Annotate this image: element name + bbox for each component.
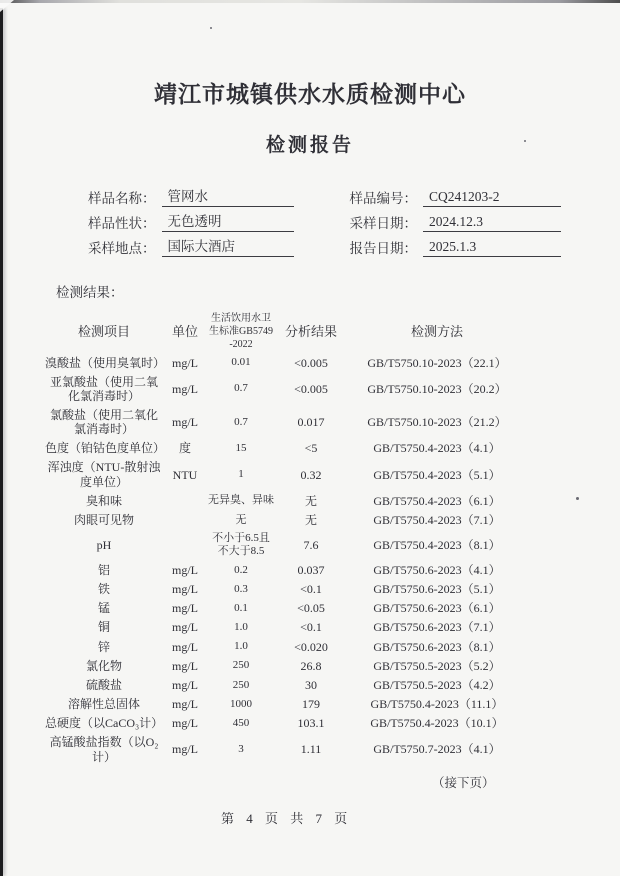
cell-result: 179 (302, 697, 320, 712)
results-section-label: 检测结果： (56, 285, 124, 300)
page-number: 第 4 页 共 7 页 (221, 811, 348, 827)
cell-standard: 1.0 (234, 621, 248, 634)
cell-standard: 450 (232, 716, 250, 729)
cell-item: 锰 (97, 601, 110, 616)
sample-info-row (350, 182, 562, 207)
info-value: 国际大酒店 (162, 235, 294, 257)
table-row (45, 733, 587, 766)
cell-item: 溴酸盐（使用臭氧时） (45, 355, 166, 370)
table-header-row (45, 310, 587, 353)
cell-unit: mg/L (172, 742, 198, 757)
cell-item: 肉眼可见物 (73, 512, 134, 527)
table-row (45, 656, 587, 675)
cell-result: <0.005 (294, 355, 328, 370)
table-row (45, 491, 587, 510)
cell-item: 臭和味 (85, 493, 122, 508)
sample-info-row (350, 232, 562, 257)
scan-speck (576, 497, 579, 500)
info-value: 2025.1.3 (423, 239, 561, 257)
table-row (45, 372, 587, 405)
cell-standard: 1.0 (234, 640, 248, 653)
table-row (45, 599, 587, 618)
cell-standard: 0.3 (234, 582, 248, 595)
cell-result: <5 (304, 441, 318, 456)
cell-standard: 250 (232, 678, 250, 691)
cell-item: 铜 (97, 620, 110, 635)
cell-standard: 0.1 (234, 601, 248, 614)
scan-edge-top (0, 0, 620, 3)
cell-method: GB/T5750.5-2023（5.2） (373, 658, 501, 673)
info-label: 采样日期： (349, 216, 417, 231)
info-label: 样品编号： (349, 191, 417, 206)
cell-standard: 0.7 (234, 382, 248, 395)
cell-method: GB/T5750.4-2023（7.1） (373, 512, 501, 527)
cell-method: GB/T5750.10-2023（20.2） (367, 381, 507, 396)
table-row (45, 714, 587, 733)
cell-unit: mg/L (172, 355, 198, 370)
cell-unit (163, 517, 207, 522)
table-row (45, 510, 587, 529)
cell-unit: mg/L (172, 415, 198, 430)
header-result: 分析结果 (284, 323, 337, 339)
cell-unit: 度 (178, 441, 191, 456)
info-value: 管网水 (162, 185, 294, 207)
info-label: 样品性状： (88, 216, 156, 231)
table-row (45, 405, 587, 438)
table-row (45, 530, 587, 561)
cell-unit: mg/L (172, 601, 198, 616)
cell-method: GB/T5750.6-2023（6.1） (373, 601, 501, 616)
cell-standard: 无 (235, 513, 247, 526)
scan-edge-left (0, 8, 3, 876)
table-row (45, 618, 587, 637)
cell-unit (163, 543, 207, 548)
cell-result: 7.6 (303, 537, 319, 552)
cell-unit: mg/L (172, 658, 198, 673)
cell-unit: mg/L (172, 582, 198, 597)
cell-result: 103.1 (297, 716, 325, 731)
sample-info-row (88, 207, 294, 232)
scan-speck (210, 27, 212, 29)
results-table (45, 310, 587, 766)
cell-method: GB/T5750.6-2023（5.1） (373, 582, 501, 597)
continued-note: （接下页） (432, 776, 495, 791)
cell-result: 0.037 (297, 563, 325, 577)
cell-result: 0.32 (300, 467, 322, 482)
cell-result: 无 (304, 512, 317, 527)
cell-unit: NTU (172, 467, 198, 482)
sample-info-row (88, 182, 294, 207)
cell-standard: 0.2 (234, 563, 248, 576)
sample-info-row (88, 232, 294, 257)
info-value: 无色透明 (162, 210, 294, 232)
info-value: CQ241203-2 (423, 189, 561, 207)
cell-unit: mg/L (172, 563, 198, 577)
table-row (45, 675, 587, 694)
cell-item: 锌 (97, 639, 110, 654)
cell-method: GB/T5750.4-2023（6.1） (373, 493, 501, 508)
header-method: 检测方法 (410, 323, 463, 339)
cell-method: GB/T5750.4-2023（10.1） (370, 716, 504, 731)
table-row (45, 458, 587, 491)
cell-result: 无 (304, 493, 317, 508)
cell-item: 高锰酸盐指数（以O₂计） (49, 735, 159, 764)
table-row (45, 580, 587, 599)
cell-method: GB/T5750.4-2023（4.1） (373, 441, 501, 456)
cell-method: GB/T5750.6-2023（4.1） (373, 563, 501, 577)
info-value: 2024.12.3 (423, 214, 561, 232)
table-row (45, 695, 587, 714)
sample-info-right (350, 182, 562, 257)
cell-unit: mg/L (172, 639, 198, 654)
cell-item: pH (96, 537, 112, 552)
cell-standard: 0.01 (231, 356, 251, 369)
table-body (45, 353, 587, 766)
cell-item: 氯酸盐（使用二氧化氯消毒时） (49, 407, 158, 437)
cell-standard: 15 (235, 441, 247, 454)
cell-method: GB/T5750.4-2023（11.1） (370, 697, 504, 712)
cell-item: 色度（铂钴色度单位） (45, 441, 166, 456)
table-row (45, 353, 587, 372)
cell-item: 硫酸盐 (85, 677, 122, 692)
cell-unit: mg/L (172, 697, 198, 712)
cell-item: 亚氯酸盐（使用二氧化氯消毒时） (49, 374, 158, 403)
cell-item: 铁 (97, 582, 110, 597)
cell-item: 浑浊度（NTU-散射浊度单位） (47, 460, 161, 489)
cell-method: GB/T5750.6-2023（7.1） (373, 620, 501, 635)
cell-result: 26.8 (300, 658, 322, 673)
org-title: 靖江市城镇供水水质检测中心 (154, 82, 466, 107)
table-row (45, 561, 587, 580)
cell-unit (163, 498, 207, 503)
cell-result: <0.020 (294, 639, 328, 654)
cell-result: 1.11 (300, 742, 322, 757)
table-row (45, 439, 587, 458)
cell-standard: 无异臭、异味 (208, 494, 274, 507)
sample-info (88, 182, 620, 257)
table-row (45, 637, 587, 656)
sample-info-row (350, 207, 562, 232)
cell-method: GB/T5750.6-2023（8.1） (373, 639, 501, 654)
cell-unit: mg/L (172, 381, 198, 396)
report-title: 检测报告 (265, 135, 354, 156)
cell-standard: 1000 (230, 697, 252, 710)
cell-standard: 3 (238, 743, 244, 756)
cell-standard: 1 (238, 468, 244, 481)
cell-result: 30 (305, 677, 317, 692)
cell-unit: mg/L (172, 716, 198, 731)
info-label: 报告日期： (349, 241, 417, 256)
cell-item: 铝 (97, 563, 110, 577)
sample-info-left (88, 182, 294, 257)
cell-standard: 不小于6.5且不大于8.5 (212, 532, 270, 558)
cell-method: GB/T5750.10-2023（22.1） (367, 355, 507, 370)
cell-result: 0.017 (297, 415, 325, 430)
cell-method: GB/T5750.4-2023（5.1） (373, 467, 501, 482)
header-item: 检测项目 (77, 323, 130, 339)
info-label: 样品名称： (88, 191, 156, 206)
cell-method: GB/T5750.10-2023（21.2） (367, 415, 507, 430)
cell-result: <0.05 (297, 601, 325, 616)
cell-item: 总硬度（以CaCO₃计） (45, 716, 164, 731)
header-unit: 单位 (171, 323, 198, 339)
header-standard: 生活饮用水卫生标准GB5749-2022 (209, 313, 273, 350)
cell-result: <0.1 (300, 620, 322, 635)
cell-method: GB/T5750.5-2023（4.2） (373, 677, 501, 692)
cell-unit: mg/L (172, 620, 198, 635)
cell-item: 溶解性总固体 (67, 697, 140, 712)
cell-result: <0.1 (300, 582, 322, 597)
cell-method: GB/T5750.7-2023（4.1） (373, 742, 501, 757)
cell-standard: 0.7 (234, 415, 248, 428)
cell-item: 氯化物 (85, 658, 122, 673)
scan-speck (524, 140, 526, 142)
info-label: 采样地点： (88, 241, 156, 256)
cell-method: GB/T5750.4-2023（8.1） (373, 537, 501, 552)
cell-standard: 250 (232, 659, 250, 672)
cell-unit: mg/L (172, 677, 198, 692)
cell-result: <0.005 (294, 381, 328, 396)
